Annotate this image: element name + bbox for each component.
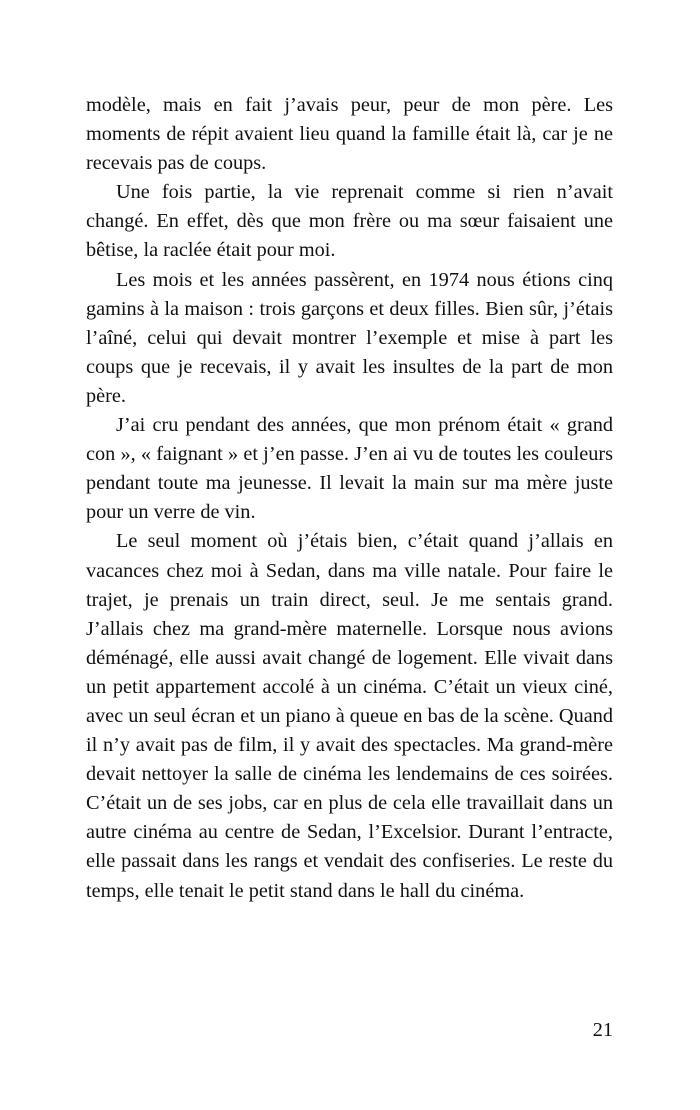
paragraph-2: Une fois partie, la vie reprenait comme si rien n’avait changé. En effet, dès que mon frère ou ma sœur faisaient une bêtise, la raclée était pour moi. bbox=[86, 181, 613, 262]
paragraph-3: Les mois et les années passèrent, en 1974 nous étions cinq gamins à la maison : trois garçons et deux filles. Bien sûr, j’étais l’aîné, celui qui devait montrer l’exemple et mise à part les coups que je recevais, il y avait les insultes de la part de mon père. bbox=[86, 268, 613, 407]
paragraph-1: modèle, mais en fait j’avais peur, peur de mon père. Les moments de répit avaient lieu quand la famille était là, car je ne recevais pas de coups. bbox=[86, 94, 613, 175]
page-number: 21 bbox=[592, 1019, 613, 1041]
page-body bbox=[86, 91, 613, 906]
paragraph-4: J’ai cru pendant des années, que mon prénom était « grand con », « faignant » et j’en passe. J’en ai vu de toutes les couleurs pendant toute ma jeunesse. Il levait la main sur ma mère juste pour un verre de vin. bbox=[86, 414, 613, 524]
paragraph-5: Le seul moment où j’étais bien, c’était quand j’allais en vacances chez moi à Sedan, dans ma ville natale. Pour faire le trajet, je prenais un train direct, seul. Je me sentais grand. J’allais chez ma grand-mère maternelle. Lorsque nous avions déménagé, elle aussi avait changé de logement. Elle vivait dans un petit appartement accolé à un cinéma. C’était un vieux ciné, avec un seul écran et un piano à queue en bas de la scène. Quand il n’y avait pas de film, il y avait des spectacles. Ma grand-mère devait nettoyer la salle de cinéma les lendemains de ces soirées. C’était un de ses jobs, car en plus de cela elle travaillait dans un autre cinéma au centre de Sedan, l’Excelsior. Durant l’entracte, elle passait dans les rangs et vendait des confiseries. Le reste du temps, elle tenait le petit stand dans le hall du cinéma. bbox=[86, 530, 613, 902]
